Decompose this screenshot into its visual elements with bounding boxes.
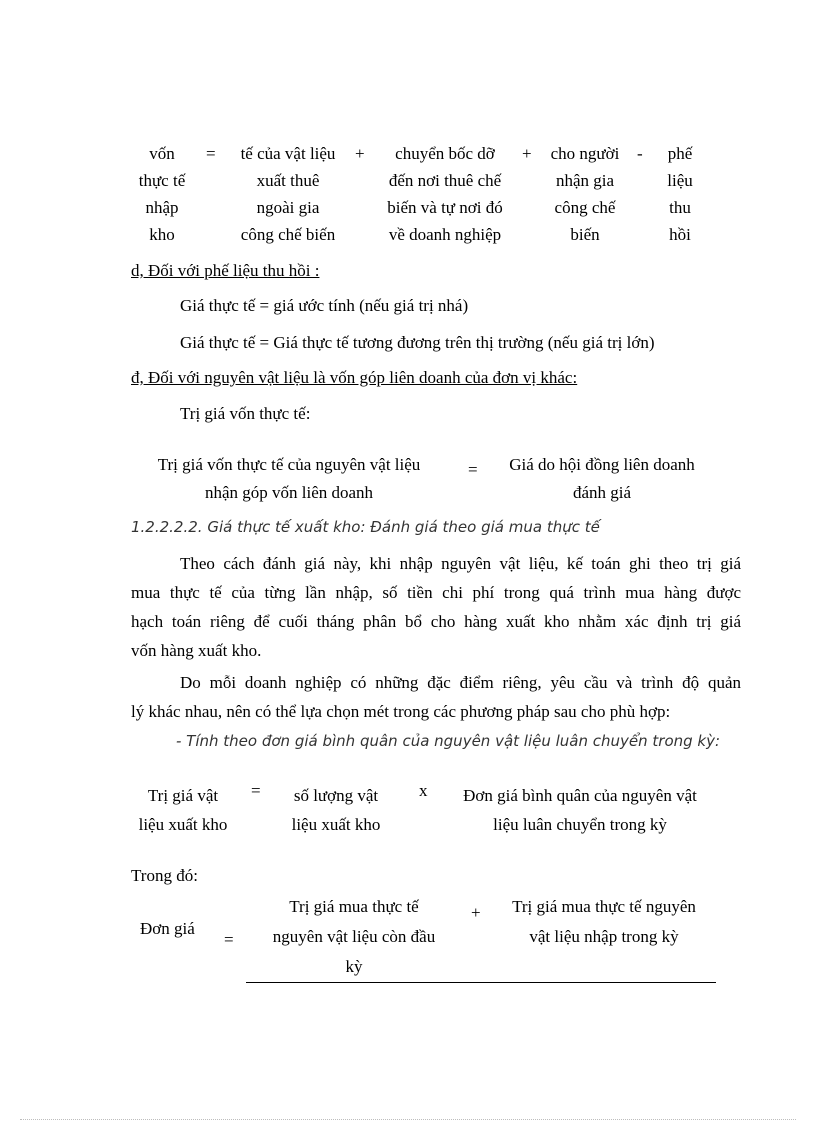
formula1-col3-line: chuyển bốc dỡ	[395, 144, 495, 163]
paragraph-1	[131, 549, 741, 665]
formula3-equals: =	[224, 930, 234, 949]
formula1-col1	[122, 140, 202, 248]
formula3-term2-line: Trị giá mua thực tế nguyên	[512, 897, 696, 916]
jv-left-line: Trị giá vốn thực tế của nguyên vật liệu	[157, 455, 421, 474]
formula1-col1-line: kho	[149, 225, 175, 244]
page-bottom-divider	[20, 1119, 796, 1120]
formula1-minus: -	[637, 144, 643, 163]
paragraph-2	[131, 668, 741, 726]
paragraph-line: vốn hàng xuất kho.	[131, 641, 262, 660]
formula1-col1-line: nhập	[145, 198, 179, 217]
formula2-col3-line: liệu luân chuyển trong kỳ	[493, 815, 667, 834]
formula1-col2	[226, 140, 350, 248]
formula1-col2-line: ngoài gia	[256, 198, 320, 217]
formula1-plus-2: +	[522, 144, 532, 163]
section-heading-1-2-2-2-2: 1.2.2.2.2. Giá thực tế xuất kho: Đánh giá theo giá mua thực tế	[131, 518, 600, 536]
formula2-col1-line: Trị giá vật	[147, 786, 219, 805]
formula1-col3-line: đến nơi thuê chế	[388, 171, 502, 190]
formula1-col5-line: liệu	[667, 171, 693, 190]
formula2-col1-line: liệu xuất kho	[138, 815, 228, 834]
jv-formula-equals: =	[468, 460, 478, 479]
paragraph-line: mua thực tế của từng lần nhập, số tiền chi phí trong quá trình mua hàng được	[131, 583, 741, 602]
formula1-col2-line: xuất thuê	[256, 171, 320, 190]
jv-left-line: nhận góp vốn liên doanh	[204, 483, 374, 502]
paragraph-line: lý khác nhau, nên có thể lựa chọn mét trong các phương pháp sau cho phù hợp:	[131, 702, 671, 721]
formula3-label: Đơn giá	[140, 919, 195, 938]
formula2-equals: =	[251, 781, 261, 800]
formula3-term1	[254, 892, 454, 982]
formula2-col2-line: liệu xuất kho	[291, 815, 381, 834]
formula2-col1	[128, 781, 238, 839]
where-label: Trong đó:	[131, 866, 198, 885]
formula1-col1-line: vốn	[149, 144, 175, 163]
formula3-term1-line: kỳ	[345, 957, 363, 976]
formula1-col5-line: hồi	[669, 225, 691, 244]
formula1-col5-line: phế	[667, 144, 693, 163]
formula1-col1-line: thực tế	[138, 171, 186, 190]
jv-right-line: Giá do hội đồng liên doanh	[509, 455, 695, 474]
formula1-col4-line: nhận gia	[555, 171, 615, 190]
scrap-line-1: Giá thực tế = giá ước tính (nếu giá trị nhá)	[180, 296, 469, 315]
formula3-plus: +	[471, 903, 481, 922]
jv-formula-left	[138, 451, 440, 507]
paragraph-line: Do mỗi doanh nghiệp có những đặc điểm riêng, yêu cầu và trình độ quản	[180, 673, 741, 692]
paragraph-line: Theo cách đánh giá này, khi nhập nguyên vật liệu, kế toán ghi theo trị giá	[180, 554, 741, 573]
formula2-col3-line: Đơn giá bình quân của nguyên vật	[463, 786, 697, 805]
scrap-line-2: Giá thực tế = Giá thực tế tương đương trên thị trường (nếu giá trị lớn)	[180, 333, 655, 352]
formula3-term1-line: nguyên vật liệu còn đầu	[272, 927, 436, 946]
section-scrap-heading: d, Đối với phế liệu thu hồi :	[131, 261, 320, 280]
formula1-plus-1: +	[355, 144, 365, 163]
formula1-col2-line: công chế biến	[240, 225, 336, 244]
formula1-col3	[372, 140, 518, 248]
formula3-term1-line: Trị giá mua thực tế	[289, 897, 419, 916]
formula1-col4-line: biến	[570, 225, 600, 244]
jv-right-line: đánh giá	[572, 483, 632, 502]
section-jv-heading: đ, Đối với nguyên vật liệu là vốn góp liên doanh của đơn vị khác:	[131, 368, 578, 387]
formula1-col5	[658, 140, 702, 248]
formula1-col3-line: về doanh nghiệp	[388, 225, 502, 244]
jv-intro: Trị giá vốn thực tế:	[180, 404, 311, 423]
paragraph-line: hạch toán riêng để cuối tháng phân bổ cho hàng xuất kho nhằm xác định trị giá	[131, 612, 741, 631]
formula2-times: x	[419, 781, 428, 800]
formula2-col2-line: số lượng vật	[293, 786, 379, 805]
formula3-term2-line: vật liệu nhập trong kỳ	[529, 927, 679, 946]
formula1-col3-line: biến và tự nơi đó	[387, 198, 503, 217]
method-line: - Tính theo đơn giá bình quân của nguyên vật liệu luân chuyển trong kỳ:	[176, 732, 721, 750]
formula1-equals: =	[206, 144, 216, 163]
fraction-bar	[246, 982, 716, 983]
formula1-col4-line: cho người	[550, 144, 620, 163]
formula1-col5-line: thu	[669, 198, 691, 217]
formula1-col4-line: công chế	[554, 198, 616, 217]
formula2-col3	[446, 781, 714, 839]
formula3-term2	[494, 892, 714, 952]
formula1-col4	[540, 140, 630, 248]
formula1-col2-line: tế của vật liệu	[240, 144, 336, 163]
formula2-col2	[276, 781, 396, 839]
jv-formula-right	[496, 451, 708, 507]
